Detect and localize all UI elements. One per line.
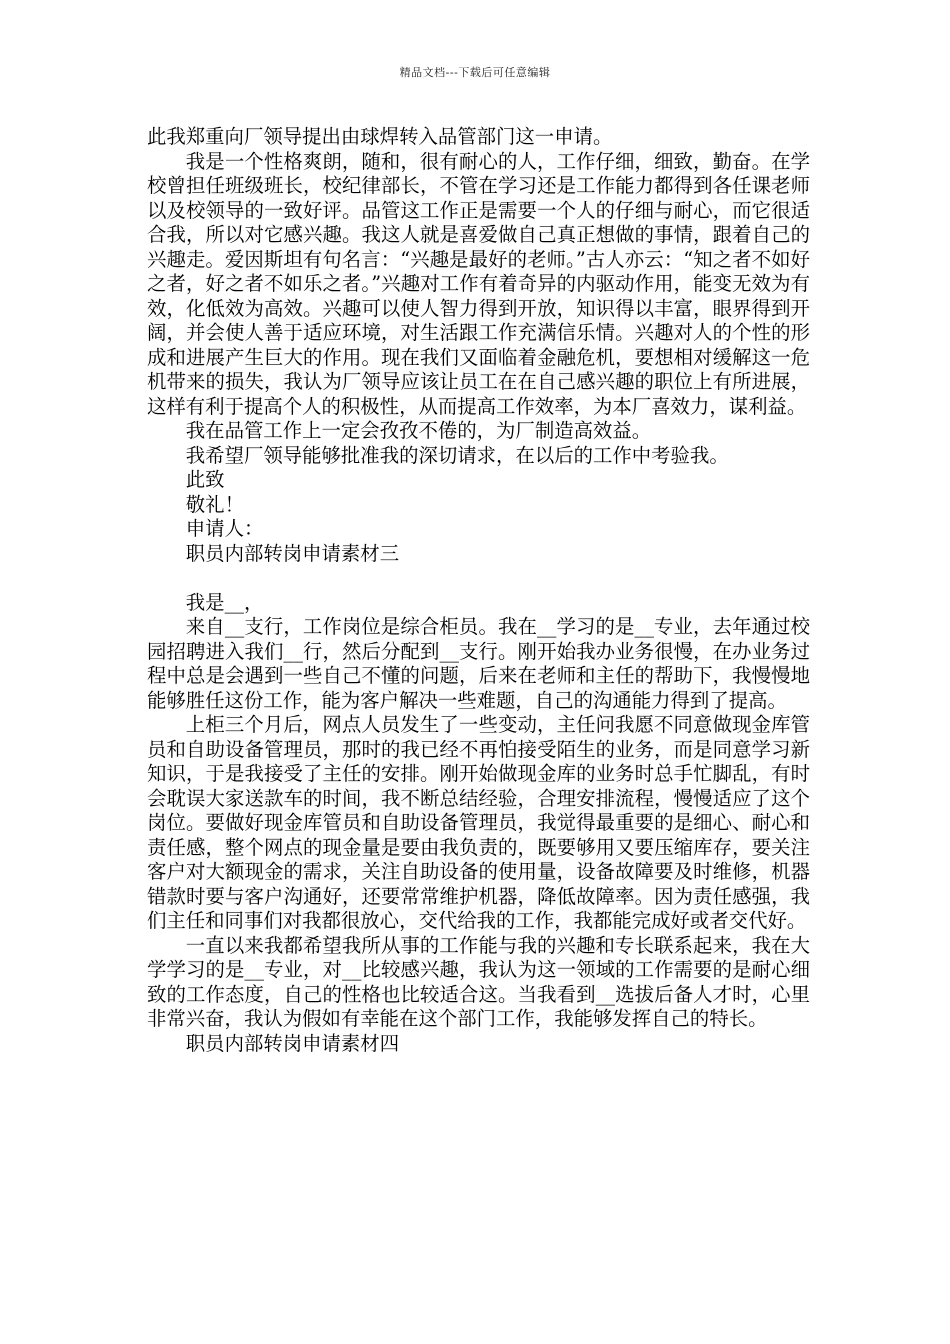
page-header: 精品文档---下载后可任意编辑	[399, 66, 551, 79]
paragraph-background: 来自__支行，工作岗位是综合柜员。我在__学习的是__专业，去年通过校园招聘进入我们__行，然后分配到__支行。刚开始我办业务很慢，在办业务过程中总是会遇到一些自己不懂的问题，后来在老师和主任的帮助下，我慢慢地能够胜任这份工作，能为客户解决一些难题，自己的沟通能力得到了提高。	[147, 615, 810, 712]
paragraph-2: 我是一个性格爽朗，随和，很有耐心的人，工作仔细，细致，勤奋。在学校曾担任班级班长，校纪律部长，不管在学习还是工作能力都得到各任课老师以及校领导的一致好评。品管这工作正是需要一个人的仔细与耐心，而它很适合我，所以对它感兴趣。我这人就是喜爱做自己真正想做的事情，跟着自己的兴趣走。爱因斯坦有句名言：“兴趣是最好的老师。”古人亦云：“知之者不如好之者，好之者不如乐之者。”兴趣对工作有着奇异的内驱动作用，能变无效为有效，化低效为高效。兴趣可以使人智力得到开放，知识得以丰富，眼界得到开阔，并会使人善于适应环境，对生活跟工作充满信乐情。兴趣对人的个性的形成和进展产生巨大的作用。现在我们又面临着金融危机，要想相对缓解这一危机带来的损失，我认为厂领导应该让员工在在自己感兴趣的职位上有所进展，这样有利于提高个人的积极性，从而提高工作效率，为本厂喜效力，谋利益。	[147, 149, 810, 418]
section-heading-4: 职员内部转岗申请素材四	[185, 1031, 400, 1055]
closing-salutation: 此致	[185, 468, 225, 491]
paragraph-experience: 上柜三个月后，网点人员发生了一些变动，主任问我愿不同意做现金库管员和自助设备管理员，那时的我已经不再怕接受陌生的业务，而是同意学习新知识，于是我接受了主任的安排。刚开始做现金库的业务时总手忙脚乱，有时会耽误大家送款车的时间，我不断总结经验，合理安排流程，慢慢适应了这个岗位。要做好现金库管员和自助设备管理员，我觉得最重要的是细心、耐心和责任感，整个网点的现金量是要由我负责的，既要够用又要压缩库存，要关注客户对大额现金的需求，关注自助设备的使用量，设备故障要及时维修，机器错款时要与客户沟通好，还要常常维护机器，降低故障率。因为责任感强，我们主任和同事们对我都很放心，交代给我的工作，我都能完成好或者交代好。	[147, 713, 810, 932]
paragraph-intro: 我是__，	[185, 590, 264, 614]
document-body	[147, 125, 810, 1056]
applicant-label: 申请人：	[185, 517, 264, 540]
paragraph-1: 此我郑重向厂领导提出由球焊转入品管部门这一申请。	[147, 125, 613, 148]
paragraph-4: 我希望厂领导能够批准我的深切请求，在以后的工作中考验我。	[185, 443, 729, 467]
paragraph-motivation: 一直以来我都希望我所从事的工作能与我的兴趣和专长联系起来，我在大学学习的是__专业，对__比较感兴趣，我认为这一领域的工作需要的是耐心细致的工作态度，自己的性格也比较适合这。当我看到__选拔后备人才时，心里非常兴奋，我认为假如有幸能在这个部门工作，我能够发挥自己的特长。	[147, 933, 810, 1030]
section-heading-3: 职员内部转岗申请素材三	[185, 541, 400, 565]
closing-regards: 敬礼！	[185, 492, 244, 516]
blank-line	[147, 566, 810, 591]
paragraph-3: 我在品管工作上一定会孜孜不倦的，为厂制造高效益。	[185, 419, 652, 442]
